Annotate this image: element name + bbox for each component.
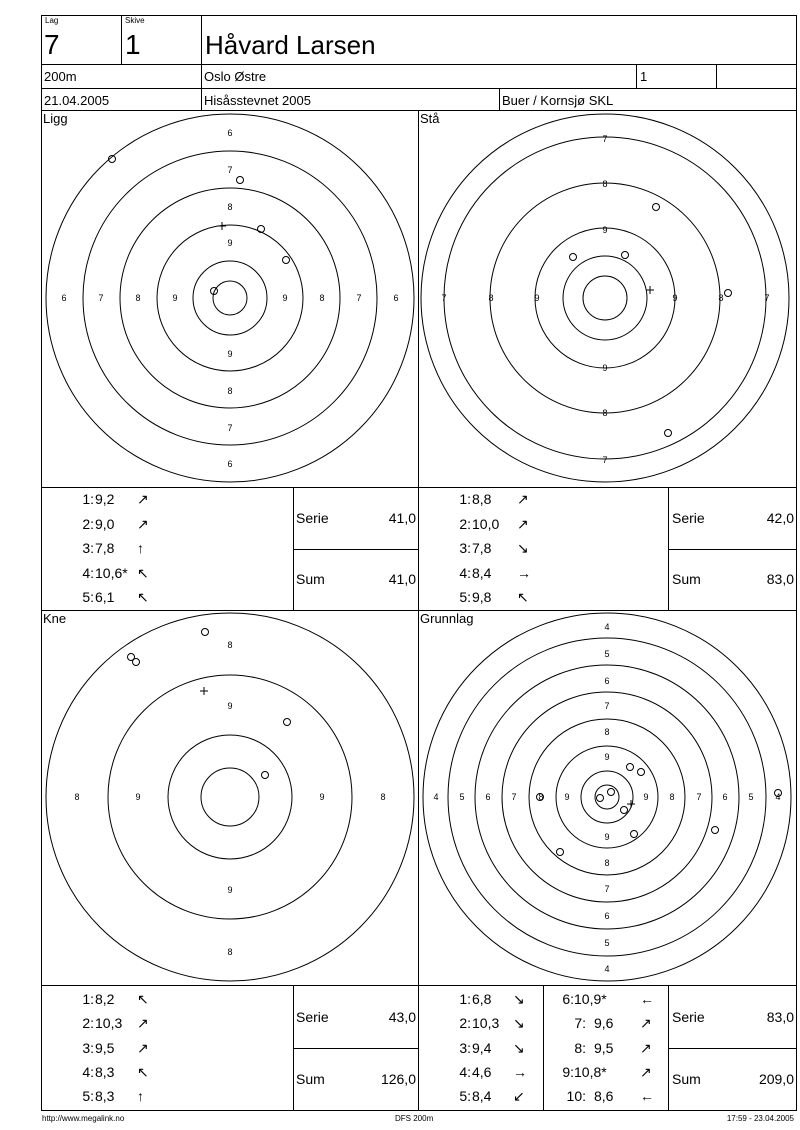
ring-label: 5 bbox=[459, 792, 465, 802]
shot-value: 10,9* bbox=[574, 991, 607, 1007]
ring-label: 8 bbox=[135, 293, 141, 303]
ring-label: 6 bbox=[227, 128, 233, 138]
ring-label: 8 bbox=[604, 858, 610, 868]
direction-arrow-icon: ↗ bbox=[640, 1063, 652, 1080]
ring-label: 9 bbox=[227, 701, 233, 711]
ring-label: 7 bbox=[227, 423, 233, 433]
direction-arrow-icon: ↖ bbox=[137, 1063, 149, 1080]
footer-url[interactable]: http://www.megalink.no bbox=[42, 1114, 125, 1123]
direction-arrow-icon: → bbox=[517, 564, 531, 581]
venue: Buer / Kornsjø SKL bbox=[502, 93, 614, 108]
direction-arrow-icon: ↙ bbox=[513, 1088, 525, 1105]
shot-hole bbox=[621, 807, 628, 814]
ring-label: 8 bbox=[380, 792, 386, 802]
shot-row bbox=[60, 517, 170, 542]
panel-title-staa: Stå bbox=[420, 111, 440, 126]
shot-number: 2: bbox=[459, 1015, 471, 1032]
shot-number: 2: bbox=[82, 515, 94, 532]
direction-arrow-icon: ↗ bbox=[640, 1015, 652, 1032]
shot-hole bbox=[631, 831, 638, 838]
skive-label: Skive bbox=[125, 16, 145, 25]
shot-row bbox=[437, 1089, 547, 1113]
shot-value: 10,0 bbox=[472, 515, 500, 532]
ring-label: 8 bbox=[74, 792, 80, 802]
sum-value: 41,0 bbox=[388, 571, 416, 587]
ring-label: 6 bbox=[61, 293, 67, 303]
shot-value: 9,4 bbox=[472, 1039, 492, 1056]
direction-arrow-icon: ↘ bbox=[513, 1015, 525, 1032]
shot-row bbox=[560, 992, 670, 1016]
serie-value: 41,0 bbox=[388, 510, 416, 526]
ring-label: 5 bbox=[604, 938, 610, 948]
shot-row bbox=[60, 566, 170, 591]
shot-number: 7: bbox=[574, 1015, 586, 1032]
sum-label: Sum bbox=[672, 1071, 701, 1087]
ring-label: 8 bbox=[227, 202, 233, 212]
ring-label: 7 bbox=[98, 293, 104, 303]
ring-label: 4 bbox=[433, 792, 439, 802]
ring-label: 7 bbox=[356, 293, 362, 303]
skive-value: 1 bbox=[125, 29, 141, 60]
shot-value: 8,8 bbox=[472, 491, 492, 507]
shot-value: 4,6 bbox=[472, 1063, 492, 1080]
shot-number: 1: bbox=[82, 491, 94, 507]
shot-number: 2: bbox=[82, 1015, 94, 1032]
ring-label: 5 bbox=[604, 649, 610, 659]
serie-label: Serie bbox=[296, 1009, 329, 1025]
direction-arrow-icon: ↖ bbox=[137, 564, 149, 581]
ring-label: 8 bbox=[227, 386, 233, 396]
ring-label: 9 bbox=[602, 225, 608, 235]
ring-label: 9 bbox=[602, 363, 608, 373]
direction-arrow-icon: ↗ bbox=[137, 515, 149, 532]
sum-label: Sum bbox=[296, 1071, 325, 1087]
ring-label: 7 bbox=[602, 455, 608, 465]
shot-row bbox=[60, 1041, 170, 1065]
serie-value: 83,0 bbox=[766, 1009, 794, 1025]
ring-label: 5 bbox=[748, 792, 754, 802]
shot-number: 3: bbox=[82, 540, 94, 556]
ring-label: 9 bbox=[604, 752, 610, 762]
direction-arrow-icon: ↗ bbox=[640, 1039, 652, 1056]
direction-arrow-icon: ↘ bbox=[517, 540, 529, 556]
shot-number: 3: bbox=[459, 540, 471, 556]
ring-label: 6 bbox=[722, 792, 728, 802]
shot-row bbox=[560, 1089, 670, 1113]
ring-label: 4 bbox=[604, 622, 610, 632]
direction-arrow-icon: ↑ bbox=[137, 540, 144, 556]
direction-arrow-icon: ↗ bbox=[517, 491, 529, 507]
shot-row bbox=[560, 1016, 670, 1040]
shot-value: 6,8 bbox=[472, 991, 492, 1007]
direction-arrow-icon: ↑ bbox=[137, 1088, 144, 1105]
shot-value: 8,2 bbox=[95, 991, 115, 1007]
average-cross bbox=[627, 800, 635, 808]
direction-arrow-icon: → bbox=[513, 1063, 527, 1080]
footer-program: DFS 200m bbox=[395, 1114, 434, 1123]
shot-number: 3: bbox=[82, 1039, 94, 1056]
ring-label: 4 bbox=[604, 964, 610, 974]
shot-row bbox=[60, 1016, 170, 1040]
shot-number: 4: bbox=[82, 1063, 94, 1080]
ring-label: 9 bbox=[672, 293, 678, 303]
panel-title-grunnlag: Grunnlag bbox=[420, 611, 474, 626]
distance: 200m bbox=[44, 69, 77, 84]
shot-value: 8,3 bbox=[95, 1063, 115, 1080]
direction-arrow-icon: ← bbox=[640, 991, 654, 1007]
ring-label: 8 bbox=[604, 727, 610, 737]
shot-number: 8: bbox=[574, 1039, 586, 1056]
panel-title-ligg: Ligg bbox=[43, 111, 68, 126]
ring-label: 8 bbox=[602, 408, 608, 418]
shot-value: 9,5 bbox=[594, 1039, 614, 1056]
shot-row bbox=[60, 1065, 170, 1089]
class: 1 bbox=[640, 69, 648, 84]
direction-arrow-icon: ↘ bbox=[513, 1039, 525, 1056]
shot-list-staa bbox=[437, 492, 547, 615]
ring-label: 9 bbox=[319, 792, 325, 802]
ring-label: 7 bbox=[696, 792, 702, 802]
shot-value: 10,8* bbox=[574, 1063, 607, 1080]
sum-label: Sum bbox=[296, 571, 325, 587]
serie-label: Serie bbox=[296, 510, 329, 526]
ring-label: 9 bbox=[135, 792, 141, 802]
shot-list-grunnlag-1 bbox=[437, 992, 547, 1113]
ring-label: 8 bbox=[488, 293, 494, 303]
ring-label: 8 bbox=[227, 947, 233, 957]
shot-number: 6: bbox=[562, 991, 574, 1007]
shot-row bbox=[60, 992, 170, 1016]
shot-row bbox=[437, 541, 547, 566]
shot-value: 10,3 bbox=[95, 1015, 123, 1032]
shot-hole bbox=[557, 849, 564, 856]
shot-hole bbox=[608, 789, 615, 796]
shot-number: 5: bbox=[82, 1088, 94, 1105]
date: 21.04.2005 bbox=[44, 93, 110, 108]
ring-label: 6 bbox=[604, 911, 610, 921]
direction-arrow-icon: ↗ bbox=[137, 491, 149, 507]
shot-row bbox=[437, 1065, 547, 1089]
ring-label: 7 bbox=[227, 165, 233, 175]
ring-label: 6 bbox=[393, 293, 399, 303]
shot-value: 8,6 bbox=[594, 1088, 614, 1105]
shot-row bbox=[437, 590, 547, 615]
event: Hisåsstevnet 2005 bbox=[204, 93, 311, 108]
panel-title-kne: Kne bbox=[43, 611, 67, 626]
shot-number: 2: bbox=[459, 515, 471, 532]
serie-value: 43,0 bbox=[388, 1009, 416, 1025]
shot-row bbox=[437, 1041, 547, 1065]
direction-arrow-icon: ↖ bbox=[137, 589, 149, 605]
shot-value: 8,3 bbox=[95, 1088, 115, 1105]
shot-value: 9,5 bbox=[95, 1039, 115, 1056]
shooter-name: Håvard Larsen bbox=[205, 30, 376, 60]
shot-row bbox=[60, 492, 170, 517]
ring-label: 7 bbox=[602, 134, 608, 144]
shot-number: 1: bbox=[459, 991, 471, 1007]
shot-number: 9: bbox=[562, 1063, 574, 1080]
shot-hole bbox=[712, 827, 719, 834]
shot-row bbox=[560, 1065, 670, 1089]
shot-value: 7,8 bbox=[95, 540, 115, 556]
shot-number: 1: bbox=[82, 991, 94, 1007]
ring-label: 9 bbox=[282, 293, 288, 303]
shot-row bbox=[437, 566, 547, 591]
shot-number: 5: bbox=[459, 1088, 471, 1105]
shot-hole bbox=[638, 769, 645, 776]
ring-label: 9 bbox=[227, 885, 233, 895]
shot-value: 9,6 bbox=[594, 1015, 614, 1032]
shot-value: 10,6* bbox=[95, 564, 128, 581]
shot-value: 9,8 bbox=[472, 589, 492, 605]
ring-label: 9 bbox=[227, 349, 233, 359]
footer-timestamp: 17:59 - 23.04.2005 bbox=[726, 1114, 794, 1123]
ring-label: 9 bbox=[534, 293, 540, 303]
direction-arrow-icon: ↗ bbox=[517, 515, 529, 532]
sum-value: 83,0 bbox=[766, 571, 794, 587]
shot-value: 8,4 bbox=[472, 564, 492, 581]
ring-label: 7 bbox=[441, 293, 447, 303]
direction-arrow-icon: ↖ bbox=[517, 589, 529, 605]
ring-label: 6 bbox=[604, 676, 610, 686]
shot-number: 4: bbox=[82, 564, 94, 581]
ring-label: 6 bbox=[485, 792, 491, 802]
shot-number: 10: bbox=[566, 1088, 586, 1105]
ring-label: 7 bbox=[511, 792, 517, 802]
shot-list-ligg bbox=[60, 492, 170, 615]
shot-number: 4: bbox=[459, 564, 471, 581]
ring-label: 7 bbox=[764, 293, 770, 303]
ring-label: 9 bbox=[564, 792, 570, 802]
direction-arrow-icon: ↖ bbox=[137, 991, 149, 1007]
serie-label: Serie bbox=[672, 1009, 705, 1025]
ring-label: 9 bbox=[172, 293, 178, 303]
sum-label: Sum bbox=[672, 571, 701, 587]
shot-row bbox=[60, 541, 170, 566]
sum-value: 126,0 bbox=[380, 1071, 416, 1087]
ring-label: 8 bbox=[319, 293, 325, 303]
direction-arrow-icon: ↗ bbox=[137, 1015, 149, 1032]
shot-value: 9,2 bbox=[95, 491, 115, 507]
shot-row bbox=[437, 517, 547, 542]
shot-number: 1: bbox=[459, 491, 471, 507]
shot-hole bbox=[627, 764, 634, 771]
ring-label: 4 bbox=[775, 792, 781, 802]
shot-list-grunnlag-2 bbox=[560, 992, 670, 1113]
sum-value: 209,0 bbox=[758, 1071, 794, 1087]
shot-value: 6,1 bbox=[95, 589, 115, 605]
ring-label: 8 bbox=[227, 640, 233, 650]
shot-row bbox=[437, 492, 547, 517]
shot-list-kne bbox=[60, 992, 170, 1113]
shot-number: 4: bbox=[459, 1063, 471, 1080]
ring-label: 8 bbox=[602, 179, 608, 189]
shot-value: 9,0 bbox=[95, 515, 115, 532]
club: Oslo Østre bbox=[204, 69, 267, 84]
serie-label: Serie bbox=[672, 510, 705, 526]
serie-value: 42,0 bbox=[766, 510, 794, 526]
shot-value: 8,4 bbox=[472, 1088, 492, 1105]
shot-row bbox=[60, 1089, 170, 1113]
ring-label: 9 bbox=[643, 792, 649, 802]
shot-hole bbox=[597, 795, 604, 802]
ring-label: 6 bbox=[227, 459, 233, 469]
shot-value: 7,8 bbox=[472, 540, 492, 556]
shot-row bbox=[437, 1016, 547, 1040]
shot-number: 5: bbox=[459, 589, 471, 605]
ring-label: 9 bbox=[604, 832, 610, 842]
ring-label: 8 bbox=[538, 792, 544, 802]
direction-arrow-icon: ↘ bbox=[513, 991, 525, 1007]
ring-label: 9 bbox=[227, 238, 233, 248]
direction-arrow-icon: ← bbox=[640, 1088, 654, 1105]
ring-label: 7 bbox=[604, 884, 610, 894]
shot-row bbox=[60, 590, 170, 615]
shot-value: 10,3 bbox=[472, 1015, 500, 1032]
lag-value: 7 bbox=[44, 29, 60, 60]
shot-number: 3: bbox=[459, 1039, 471, 1056]
ring-label: 7 bbox=[604, 701, 610, 711]
direction-arrow-icon: ↗ bbox=[137, 1039, 149, 1056]
shot-number: 5: bbox=[82, 589, 94, 605]
ring-label: 8 bbox=[669, 792, 675, 802]
shot-row bbox=[560, 1041, 670, 1065]
lag-label: Lag bbox=[45, 16, 59, 25]
ring-label: 8 bbox=[718, 293, 724, 303]
shot-row bbox=[437, 992, 547, 1016]
